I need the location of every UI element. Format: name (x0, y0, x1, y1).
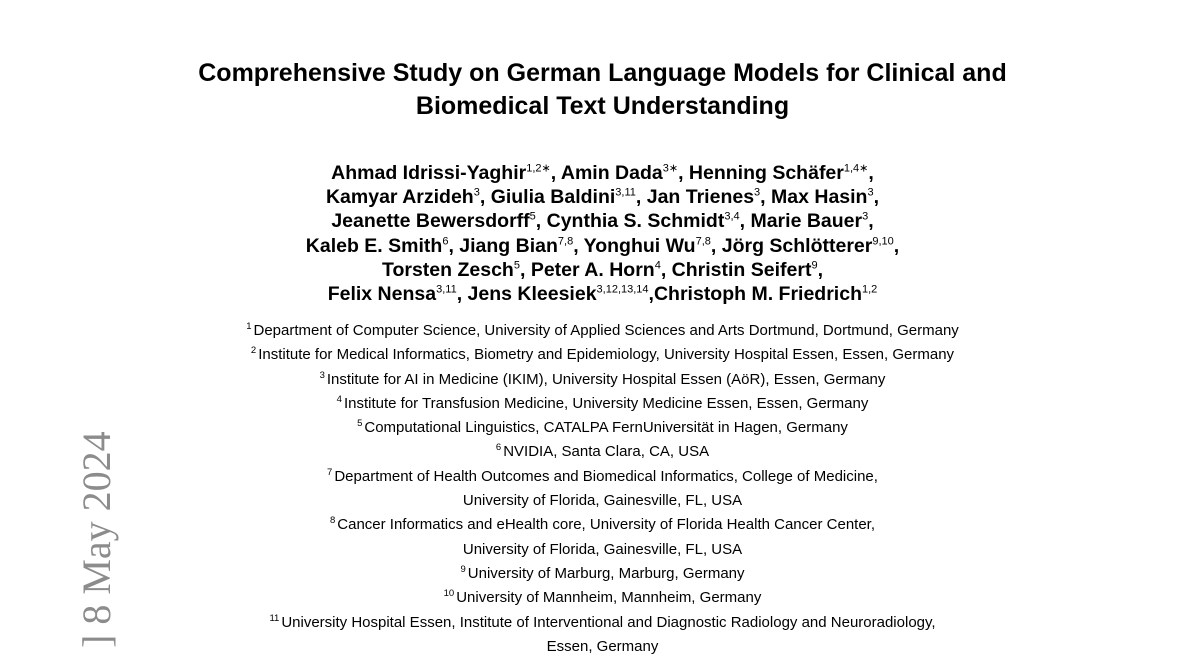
author-separator: , (519, 258, 531, 281)
author-name: Giulia Baldini (490, 186, 616, 209)
author (750, 210, 873, 232)
author (328, 283, 468, 305)
author (689, 162, 874, 184)
author (326, 186, 491, 208)
author-line (100, 161, 1105, 185)
affiliation-number: 7 (327, 466, 333, 478)
affiliation-line (100, 465, 1105, 489)
affiliation-number: 2 (250, 345, 257, 357)
author-name: Jörg Schlötterer (721, 234, 873, 257)
author-separator: , (448, 234, 460, 257)
author (331, 162, 561, 184)
author-name: Kamyar Arzideh (325, 186, 474, 209)
author-line (100, 258, 1105, 282)
author-name: Marie Bauer (750, 210, 863, 233)
author-affiliation-mark: 3 (862, 210, 869, 223)
author (306, 235, 460, 257)
affiliation-number: 6 (495, 442, 502, 454)
affiliation-text: University Hospital Essen, Institute of Interventional and Diagnostic Radiology and Neuroradiology, (281, 613, 936, 631)
author-separator: , (635, 186, 647, 209)
author-affiliation-mark: 3,11 (615, 186, 636, 199)
affiliation-text: Computational Linguistics, CATALPA FernUniversität in Hagen, Germany (364, 419, 848, 437)
affiliation-line (100, 368, 1105, 392)
author-separator: , (817, 258, 823, 281)
affiliation-text: University of Marburg, Marburg, Germany (467, 564, 745, 582)
affiliation-number: 10 (443, 588, 455, 600)
affiliation-line (100, 513, 1105, 537)
author-separator: , (648, 283, 654, 306)
author-affiliation-mark: 9 (811, 259, 818, 272)
author-affiliation-mark: 5 (513, 259, 520, 272)
author-separator: , (868, 162, 874, 184)
author-separator: , (550, 162, 561, 184)
author-separator: , (739, 210, 751, 233)
author-name: Torsten Zesch (382, 258, 514, 281)
author (459, 235, 583, 257)
author-affiliation-mark: 3,12,13,14 (596, 283, 649, 296)
author-separator: , (893, 234, 900, 257)
author-separator: , (573, 234, 584, 257)
author-separator: , (479, 186, 491, 209)
affiliation-text: NVIDIA, Santa Clara, CA, USA (503, 443, 710, 461)
author-name: Peter A. Horn (530, 258, 655, 281)
author-separator: , (456, 283, 468, 306)
affiliation-number: 4 (336, 393, 342, 405)
author-list (100, 161, 1105, 306)
author-name: Felix Nensa (327, 283, 437, 306)
author-affiliation-mark: 7,8 (557, 235, 574, 248)
author-affiliation-mark: 3 (754, 186, 761, 199)
author-affiliation-mark: 5 (529, 210, 536, 223)
affiliation-number: 8 (329, 515, 336, 527)
affiliation-number: 11 (269, 612, 280, 624)
author-affiliation-mark: 3 (867, 186, 874, 199)
affiliation-text: University of Florida, Gainesville, FL, USA (462, 492, 743, 510)
affiliation-text: Department of Health Outcomes and Biomedical Informatics, College of Medicine, (334, 467, 878, 485)
author-name: Kaleb E. Smith (305, 234, 443, 257)
author-name: Christin Seifert (671, 258, 812, 281)
author-name: Yonghui Wu (583, 234, 696, 257)
author-name: Henning Schäfer (688, 162, 844, 184)
author (561, 162, 689, 184)
affiliation-number: 9 (460, 563, 466, 575)
author (771, 186, 879, 208)
affiliation-line (100, 635, 1105, 659)
affiliation-text: Institute for AI in Medicine (IKIM), University Hospital Essen (AöR), Essen, Germany (326, 370, 886, 388)
affiliation-line (100, 489, 1105, 513)
affiliation-number: 3 (319, 369, 325, 381)
affiliation-number: 5 (357, 418, 363, 430)
author-separator: , (710, 234, 722, 257)
author-name: Christoph M. Friedrich (653, 283, 862, 306)
author-line (100, 209, 1105, 233)
author (647, 186, 771, 208)
author (722, 235, 899, 257)
affiliation-list (100, 319, 1105, 659)
author-separator: , (873, 186, 880, 209)
affiliation-number: 1 (246, 321, 252, 332)
affiliation-text: University of Florida, Gainesville, FL, USA (462, 540, 743, 558)
affiliation-text: Institute for Transfusion Medicine, University Medicine Essen, Essen, Germany (343, 394, 869, 412)
author (654, 283, 877, 305)
author-name: Jan Trienes (646, 186, 755, 209)
author-separator: , (535, 210, 547, 233)
affiliation-line (100, 319, 1105, 343)
author-affiliation-mark: 6 (442, 235, 449, 248)
author-affiliation-mark: 3,11 (436, 283, 457, 296)
author-name: Jiang Bian (459, 234, 558, 257)
author-affiliation-mark: 7,8 (695, 235, 711, 248)
author-affiliation-mark: 1,2 (861, 283, 878, 296)
author (468, 283, 654, 305)
author (491, 186, 647, 208)
affiliation-line (100, 392, 1105, 416)
author-name: Amin Dada (560, 162, 663, 184)
affiliation-line (100, 416, 1105, 440)
affiliation-line (100, 562, 1105, 586)
author-affiliation-mark: 1,4∗ (843, 162, 869, 175)
author-affiliation-mark: 3∗ (662, 162, 679, 175)
affiliation-text: Cancer Informatics and eHealth core, University of Florida Health Cancer Center, (337, 516, 876, 534)
author-separator: , (678, 162, 689, 184)
author-name: Max Hasin (771, 186, 868, 209)
affiliation-text: University of Mannheim, Mannheim, Germany (456, 589, 762, 607)
author-name: Jens Kleesiek (467, 283, 597, 306)
affiliation-line (100, 343, 1105, 367)
author-line (100, 185, 1105, 209)
affiliation-text: Institute for Medical Informatics, Biometry and Epidemiology, University Hospital Essen, Essen, Germany (258, 346, 955, 364)
affiliation-line (100, 538, 1105, 562)
author-line (100, 234, 1105, 258)
author-name: Cynthia S. Schmidt (546, 210, 725, 233)
title-line: Comprehensive Study on German Language Models for Clinical and (198, 59, 1007, 87)
author-affiliation-mark: 9,10 (872, 235, 894, 248)
author (382, 259, 531, 281)
author-separator: , (660, 258, 672, 281)
author (584, 235, 722, 257)
author-separator: , (760, 186, 772, 209)
author-affiliation-mark: 4 (654, 259, 661, 272)
author-affiliation-mark: 3 (473, 186, 480, 199)
affiliation-text: Department of Computer Science, University of Applied Sciences and Arts Dortmund, Dortmund, Germany (253, 322, 959, 339)
affiliation-text: Essen, Germany (546, 637, 659, 655)
author-line (100, 282, 1105, 306)
affiliation-line (100, 611, 1105, 635)
author (531, 259, 672, 281)
author-name: Jeanette Bewersdorff (331, 210, 530, 233)
author-separator: , (868, 210, 874, 233)
affiliation-line (100, 586, 1105, 610)
author (672, 259, 823, 281)
author-name: Ahmad Idrissi-Yaghir (331, 162, 527, 184)
title-line: Biomedical Text Understanding (415, 92, 790, 120)
paper-title (100, 57, 1105, 123)
arxiv-sidebar-stamp: ] 8 May 2024 (74, 431, 119, 648)
author-affiliation-mark: 3,4 (724, 210, 740, 223)
affiliation-line (100, 440, 1105, 464)
author (331, 210, 546, 232)
author (547, 210, 751, 232)
author-affiliation-mark: 1,2∗ (526, 162, 551, 175)
